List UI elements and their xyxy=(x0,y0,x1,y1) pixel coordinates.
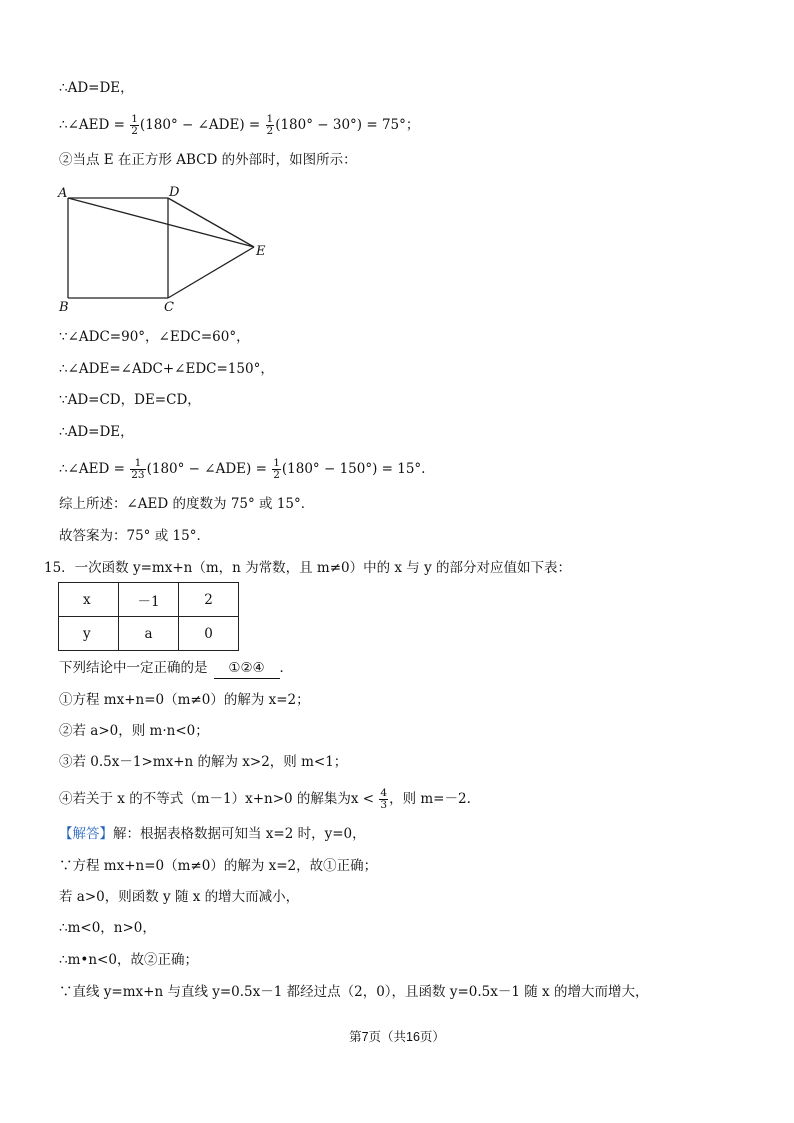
text: ∴∠AED = xyxy=(59,461,130,477)
fraction-den: 2 xyxy=(266,125,274,137)
fraction-num: 1 xyxy=(131,113,138,125)
solution-tag: 【解答】 xyxy=(59,826,113,842)
fraction-num: 1 xyxy=(273,457,280,469)
text: ，则 m=－2. xyxy=(389,791,471,807)
text: ． xyxy=(279,660,293,676)
fraction-num: 4 xyxy=(380,787,388,799)
line-ad-de-1: ∴AD=DE， xyxy=(59,80,134,96)
option-2: ②若 a>0，则 m·n<0； xyxy=(59,723,209,739)
text: 下列结论中一定正确的是 xyxy=(59,660,208,676)
table-row xyxy=(59,617,239,651)
solution-line-1 xyxy=(59,824,366,844)
table-row xyxy=(59,583,239,617)
table-cell: 0 xyxy=(179,617,239,651)
text: 解：根据表格数据可知当 x=2 时，y=0， xyxy=(113,826,366,842)
line-aed-75 xyxy=(59,114,419,137)
solution-line-3: 若 a>0，则函数 y 随 x 的增大而减小， xyxy=(59,889,300,905)
text: ∴∠AED = xyxy=(59,117,130,133)
fraction-den: 23 xyxy=(131,469,145,481)
question-15: 15．一次函数 y=mx+n（m，n 为常数，且 m≠0）中的 x 与 y 的部分对应值如下表： xyxy=(44,560,572,576)
label-b: B xyxy=(59,300,69,314)
table-cell: 2 xyxy=(179,583,239,617)
segment-ce xyxy=(168,247,254,298)
solution-line-4: ∴m<0，n>0， xyxy=(59,920,156,936)
value-table xyxy=(58,582,239,651)
fraction xyxy=(272,458,281,481)
text: (180° − 150°) = 15°. xyxy=(281,461,426,477)
table-cell: a xyxy=(119,617,179,651)
line-ade-150: ∴∠ADE=∠ADC+∠EDC=150°， xyxy=(59,361,274,377)
line-aed-15 xyxy=(59,458,425,481)
fraction xyxy=(130,114,139,137)
fraction xyxy=(130,458,145,481)
fraction-num: 1 xyxy=(130,458,145,470)
option-3: ③若 0.5x－1>mx+n 的解为 x>2，则 m<1； xyxy=(59,754,348,770)
solution-line-6: ∵直线 y=mx+n 与直线 y=0.5x－1 都经过点（2，0），且函数 y=0.5x－1 随 x 的增大而增大， xyxy=(59,984,649,1000)
text: (180° − ∠ADE) = xyxy=(146,461,272,477)
label-c: C xyxy=(164,300,174,314)
label-a: A xyxy=(58,186,68,201)
line-given-angles: ∵∠ADC=90°，∠EDC=60°， xyxy=(59,329,250,345)
line-q15-prompt xyxy=(59,658,293,679)
fraction-num: 1 xyxy=(266,113,274,125)
segment-ae xyxy=(68,198,254,247)
fraction-den: 2 xyxy=(273,469,280,481)
solution-line-2: ∵方程 mx+n=0（m≠0）的解为 x=2，故①正确； xyxy=(59,858,378,874)
line-ad-cd: ∵AD=CD，DE=CD， xyxy=(59,392,201,408)
option-4 xyxy=(59,788,471,811)
table-cell: －1 xyxy=(119,583,179,617)
table-cell: x xyxy=(59,583,119,617)
answer-blank: ①②④ xyxy=(214,658,280,679)
label-d: D xyxy=(169,185,180,200)
line-summary: 综上所述：∠AED 的度数为 75° 或 15°． xyxy=(59,496,315,512)
option-1: ①方程 mx+n=0（m≠0）的解为 x=2； xyxy=(59,692,310,708)
text: (180° − 30°) = 75°； xyxy=(275,117,420,133)
fraction-den: 3 xyxy=(380,799,388,811)
text: ④若关于 x 的不等式（m－1）x+n>0 的解集为x < xyxy=(59,791,379,807)
fraction xyxy=(379,788,388,811)
line-answer-14: 故答案为：75° 或 15°． xyxy=(59,528,210,544)
label-e: E xyxy=(256,244,266,259)
table-cell: y xyxy=(59,617,119,651)
line-case-2: ②当点 E 在正方形 ABCD 的外部时，如图所示： xyxy=(59,152,357,168)
segment-de xyxy=(168,198,254,247)
solution-line-5: ∴m•n<0，故②正确； xyxy=(59,952,198,968)
fraction xyxy=(266,114,275,137)
geometry-figure xyxy=(55,184,285,314)
text: (180° − ∠ADE) = xyxy=(139,117,265,133)
line-ad-de-2: ∴AD=DE， xyxy=(59,424,134,440)
page-footer: 第7页（共16页） xyxy=(349,1030,445,1044)
fraction-den: 2 xyxy=(131,125,138,137)
